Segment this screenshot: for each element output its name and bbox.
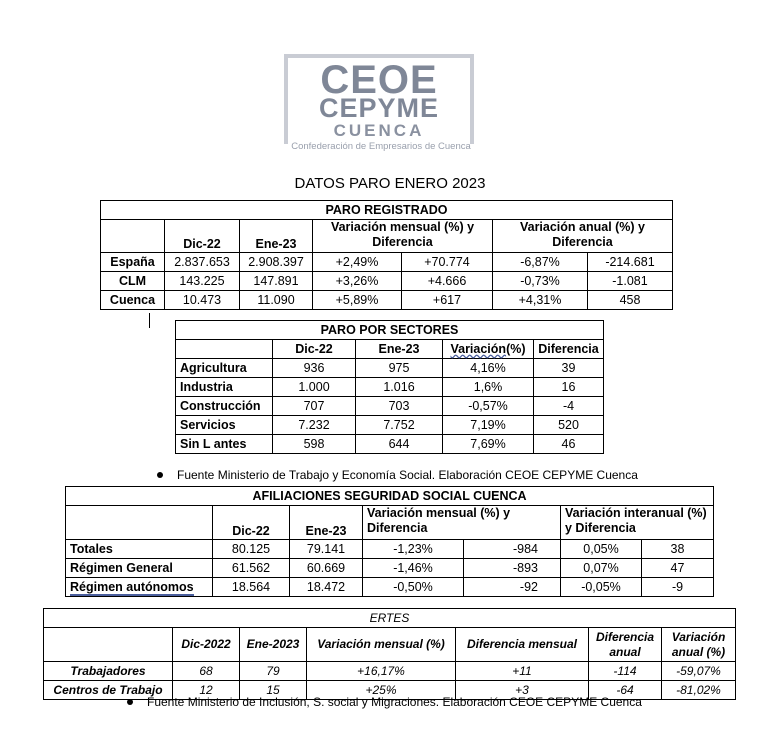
header-dic: Dic-2022 (173, 628, 240, 662)
table-caption: AFILIACIONES SEGURIDAD SOCIAL CUENCA (66, 487, 714, 506)
table-row: Régimen autónomos 18.564 18.472 -0,50% -92 -0,05% -9 (66, 578, 714, 597)
table-row: España 2.837.653 2.908.397 +2,49% +70.774 -6,87% -214.681 (101, 253, 673, 272)
table-caption: ERTES (44, 609, 736, 628)
table-row: Cuenca 10.473 11.090 +5,89% +617 +4,31% 458 (101, 291, 673, 310)
text-cursor (149, 313, 150, 328)
afiliaciones-table (65, 486, 714, 597)
table-row: Centros de Trabajo 12 15 +25% +3 -64 -81,02% (44, 681, 736, 700)
source-note: Fuente Ministerio de Trabajo y Economía Social. Elaboración CEOE CEPYME Cuenca (157, 468, 638, 482)
table-row: Servicios 7.232 7.752 7,19% 520 (176, 416, 604, 435)
table-caption: PARO REGISTRADO (101, 201, 673, 220)
header-mensual: Variación mensual (%) y Diferencia (313, 220, 493, 253)
table-row: CLM 143.225 147.891 +3,26% +4.666 -0,73% -1.081 (101, 272, 673, 291)
header-interanual: Variación interanual (%) y Diferencia (561, 506, 714, 540)
table-row: Agricultura 936 975 4,16% 39 (176, 359, 604, 378)
header-anual: Variación anual (%) y Diferencia (493, 220, 673, 253)
source-note: Fuente Ministerio de Inclusión, S. social y Migraciones. Elaboración CEOE CEPYME Cuenca (127, 695, 642, 709)
table-row: Sin L antes 598 644 7,69% 46 (176, 435, 604, 454)
table-row: Industria 1.000 1.016 1,6% 16 (176, 378, 604, 397)
header-ene: Ene-23 (240, 220, 313, 253)
table-row: Totales 80.125 79.141 -1,23% -984 0,05% 38 (66, 540, 714, 559)
header-variacion: Variación(%) (443, 340, 534, 359)
header-dic: Dic-22 (213, 506, 290, 540)
logo-subtitle: Confederación de Empresarios de Cuenca (291, 141, 471, 152)
header-dic: Dic-22 (273, 340, 356, 359)
header-vm: Variación mensual (%) (307, 628, 456, 662)
header-mensual: Variación mensual (%) y Diferencia (363, 506, 561, 540)
logo-cepyme: CEPYME (318, 93, 440, 123)
header-ene: Ene-23 (290, 506, 363, 540)
table-row: Trabajadores 68 79 +16,17% +11 -114 -59,07% (44, 662, 736, 681)
table-row: Régimen General 61.562 60.669 -1,46% -893 0,07% 47 (66, 559, 714, 578)
bullet-icon (127, 699, 133, 705)
page-title: DATOS PARO ENERO 2023 (294, 175, 486, 192)
logo-cuenca: CUENCA (333, 121, 425, 140)
logo-ceoe: CEOE (320, 58, 438, 102)
paro-registrado-table (100, 200, 673, 310)
header-diferencia: Diferencia (534, 340, 604, 359)
header-ene: Ene-2023 (240, 628, 307, 662)
paro-sectores-table (175, 320, 604, 454)
ertes-table (43, 608, 736, 700)
table-row: Construcción 707 703 -0,57% -4 (176, 397, 604, 416)
bullet-icon (157, 472, 163, 478)
header-dic: Dic-22 (165, 220, 240, 253)
header-da: Diferencia anual (589, 628, 662, 662)
header-va: Variación anual (%) (662, 628, 736, 662)
header-dm: Diferencia mensual (456, 628, 589, 662)
header-ene: Ene-23 (356, 340, 443, 359)
table-caption: PARO POR SECTORES (176, 321, 604, 340)
